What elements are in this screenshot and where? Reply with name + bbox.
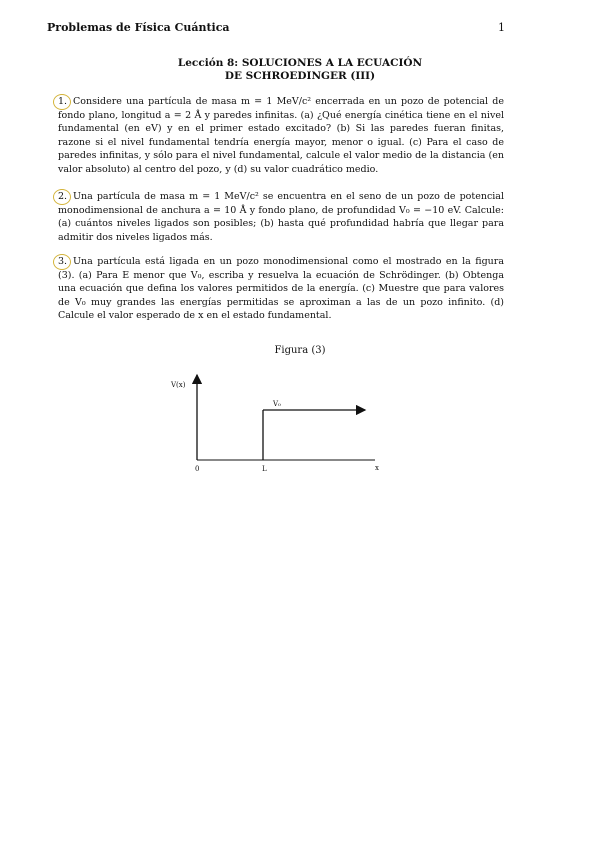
wall-position-label: L [262, 465, 267, 473]
potential-well-figure [165, 365, 395, 480]
potential-level-label: V₀ [273, 400, 281, 408]
figure-caption: Figura (3) [274, 345, 326, 356]
problem-2 [58, 190, 504, 244]
problem-number: 2. [58, 191, 68, 202]
page-number: 1 [498, 21, 505, 34]
problem-text: Una partícula está ligada en un pozo monodimensional como el mostrado en la figura (3). (a) Para E menor que V₀, escriba y resuelva la ecuación de Schrödinger. (b) Obtenga una ecuación que defina los valores permitidos de la energía. (c) Muestre que para valores de V₀ muy grandes las energías permitidas se aproximan a las de un pozo infinito. (d) Calcule el valor esperado de x en el estado fundamental. [58, 256, 504, 322]
lesson-title-line1: Lección 8: SOLUCIONES A LA ECUACIÓN [177, 57, 423, 69]
problem-number: 1. [58, 96, 68, 107]
problem-text: Considere una partícula de masa m = 1 MeV/c² encerrada en un pozo de potencial de fondo plano, longitud a = 2 Å y paredes infinitas. (a) ¿Qué energía cinética tiene en el nivel fundamental (en eV) y en el primer estado excitado? (b) Si las paredes fueran finitas, razone si el nivel fundamental tendría energía mayor, menor o igual. (c) Para el caso de paredes infinitas, y sólo para el nivel fundamental, calcule el valor medio de la distancia (en valor absoluto) al centro del pozo, y (d) su valor cuadrático medio. [58, 96, 504, 175]
problem-text: Una partícula de masa m = 1 MeV/c² se encuentra en el seno de un pozo de potencial monodimensional de anchura a = 10 Å y fondo plano, de profundidad V₀ = −10 eV. Calcule: (a) cuántos niveles ligados son posibles; (b) hasta qué profundidad habría que llegar para admitir dos niveles ligados más. [58, 191, 504, 243]
y-axis-label: V(x) [171, 381, 186, 389]
problem-3 [58, 255, 504, 323]
x-axis-label: x [375, 464, 379, 472]
origin-label: 0 [195, 465, 200, 473]
problem-number: 3. [58, 256, 68, 267]
lesson-title-line2: DE SCHROEDINGER (III) [224, 70, 376, 82]
problem-1 [58, 95, 504, 177]
lesson-title [0, 57, 600, 83]
running-header-title: Problemas de Física Cuántica [47, 21, 230, 34]
